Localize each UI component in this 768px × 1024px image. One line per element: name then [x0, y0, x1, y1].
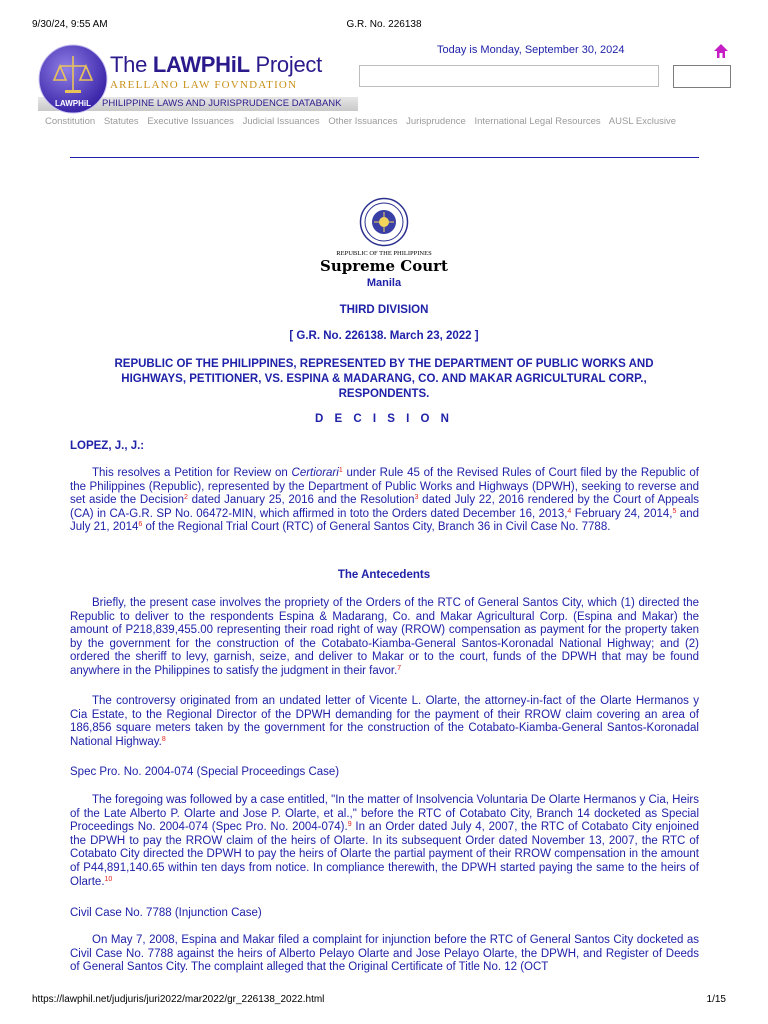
decision-label: D E C I S I O N: [315, 413, 453, 425]
p1-text-f: February 24, 2014,: [571, 507, 673, 520]
ponente: LOPEZ, J., J.:: [70, 440, 145, 452]
nav-international-legal-resources[interactable]: International Legal Resources: [474, 116, 601, 127]
p4-text-a: The foregoing was followed by a case entitled, "In the matter of Insolvencia Voluntaria De Olarte Hermanos y Cia, Heirs of the Late Alberto P. Olarte and Jose P. Olarte, et al.," before the RTC of Cotabato City, Branch 14 docketed as Special Proceedings No. 2004-074 (Spec Pro. No. 2004-074).: [70, 794, 699, 834]
print-datetime: 9/30/24, 9:55 AM: [32, 19, 108, 30]
paragraph-5: On May 7, 2008, Espina and Makar filed a complaint for injunction before the RTC of General Santos City docketed as Civil Case No. 7788 against the heirs of Alberto Pelayo Olarte and Jose Pelayo Olarte, the DPWH, and Register of Deeds of General Santos City. The complaint alleged that the Original Certificate of Title No. 12 (OCT: [70, 934, 699, 974]
republic-label: REPUBLIC OF THE PHILIPPINES: [336, 250, 432, 257]
p1-text-e: dated July 22, 2016 rendered by the Court of Appeals (CA) in CA-G.R. SP No. 06472-MIN, which affirmed in toto the Orders dated December 16, 2013,: [70, 494, 700, 520]
p1-text-c: under Rule 45 of the Revised Rules of Court filed by the Republic of the Philippines (Republic), represented by the Department of Public Works and Highways (DPWH), seeking to reverse and set aside the Decision: [70, 467, 699, 507]
nav-jurisprudence[interactable]: Jurisprudence: [406, 116, 466, 127]
search-input[interactable]: [359, 65, 659, 87]
nav-ausl-exclusive[interactable]: AUSL Exclusive: [608, 116, 677, 127]
p1-text-g: and July 21, 2014: [70, 507, 699, 534]
search-button[interactable]: [673, 65, 731, 88]
footnote-link-6[interactable]: 6: [138, 521, 143, 529]
case-parties: REPUBLIC OF THE PHILIPPINES, REPRESENTED BY THE DEPARTMENT OF PUBLIC WORKS AND HIGHWAYS, PETITIONER, VS. ESPINA & MADARANG, CO. AND MAKAR AGRICULTURAL CORP., RESPONDENTS.: [114, 358, 654, 400]
footnote-link-10[interactable]: 10: [104, 875, 113, 883]
p4-text-b: In an Order dated July 4, 2007, the RTC of Cotabato City enjoined the DPWH to pay the RROW claim of the heirs of Olarte. In its subsequent Order dated November 13, 2007, the RTC of Cotabato City directed the DPWH to pay the heirs of Olarte the partial payment of their RROW compensation in the amount of P44,891,140.65 within ten days from notice. In compliance therewith, the DPWH started paying the same to the heirs of Olarte.: [70, 821, 699, 888]
case-number: [ G.R. No. 226138. March 23, 2022 ]: [289, 330, 479, 342]
p2-text: Briefly, the present case involves the propriety of the Orders of the RTC of General Santos City, which (1) directed the Republic to deliver to the respondents Espina & Madarang, Co. and Makar Agricultural Corp. (Espina and Makar) the amount of P218,839,455.00 representing their road right of way (RROW) compensation as payment for the property taken by the government for the construction of the Cotabato-Kiamba-General Santos-Koronadal National Highway; and (2) ordered the sheriff to levy, garnish, seize, and deliver to Makar or to the court, funds of the DPWH that may be found anywhere in the Philippines to satisfy the judgment in their favor.: [70, 597, 699, 677]
site-title[interactable]: [110, 52, 322, 78]
nav-other-issuances[interactable]: Other Issuances: [328, 116, 398, 127]
paragraph-1: [70, 467, 699, 535]
supreme-court-seal-icon: [359, 197, 409, 247]
p1-certiorari: Certiorari: [291, 467, 339, 479]
footnote-link-3[interactable]: 3: [414, 494, 419, 502]
site-tagline: PHILIPPINE LAWS AND JURISPRUDENCE DATABANK: [102, 98, 342, 109]
nav-executive-issuances[interactable]: Executive Issuances: [147, 116, 234, 127]
paragraph-4: [70, 794, 699, 889]
footnote-link-5[interactable]: 5: [672, 507, 677, 515]
court-name: Supreme Court: [320, 257, 448, 275]
header-divider: [70, 157, 699, 158]
site-title-post: Project: [249, 52, 322, 77]
division: THIRD DIVISION: [339, 304, 429, 316]
p1-text-a: This resolves a Petition for Review on: [92, 467, 292, 479]
court-city: Manila: [366, 277, 402, 289]
lawphil-seal-icon[interactable]: [38, 44, 108, 114]
footnote-link-9[interactable]: 9: [347, 821, 352, 829]
print-title: G.R. No. 226138: [346, 19, 422, 30]
paragraph-2: [70, 597, 699, 679]
site-title-pre: The: [110, 52, 153, 77]
print-footer: [32, 994, 736, 1008]
nav-judicial-issuances[interactable]: Judicial Issuances: [242, 116, 320, 127]
heading-antecedents: The Antecedents: [337, 569, 431, 581]
subhead-spec-pro: Spec Pro. No. 2004-074 (Special Proceedings Case): [70, 766, 340, 778]
seal-text: LAWPHiL: [55, 99, 91, 108]
footnote-link-2[interactable]: 2: [184, 494, 188, 502]
today-date: Today is Monday, September 30, 2024: [437, 44, 625, 56]
nav-statutes[interactable]: Statutes: [103, 116, 139, 127]
footnote-link-4[interactable]: 4: [567, 507, 572, 515]
site-title-brand: LAWPHiL: [152, 52, 250, 77]
print-url: https://lawphil.net/judjuris/juri2022/mar2022/gr_226138_2022.html: [32, 994, 325, 1005]
p1-text-d: dated January 25, 2016 and the Resolution: [187, 494, 415, 507]
p1-text-h: of the Regional Trial Court (RTC) of General Santos City, Branch 36 in Civil Case No. 7788.: [142, 521, 611, 534]
footnote-link-8[interactable]: 8: [161, 735, 166, 743]
print-header: [32, 19, 736, 33]
print-page-number: 1/15: [706, 994, 726, 1005]
site-subtitle: ARELLANO LAW FOVNDATION: [110, 79, 298, 91]
top-nav: [45, 116, 682, 127]
p3-text: The controversy originated from an undated letter of Vicente L. Olarte, the attorney-in-fact of the Olarte Hermanos y Cia Estate, to the Regional Director of the DPWH demanding for the payment of their RROW claim covering an area of 186,856 square meters taken by the government for the construction of the Cotabato-Kiamba-General Santos-Koronadal National Highway.: [70, 695, 699, 748]
subhead-civil-case: Civil Case No. 7788 (Injunction Case): [70, 907, 262, 919]
home-icon[interactable]: [713, 43, 729, 59]
nav-constitution[interactable]: Constitution: [45, 116, 96, 127]
paragraph-3: [70, 695, 699, 749]
footnote-link-7[interactable]: 7: [397, 664, 402, 672]
footnote-link-1[interactable]: 1: [338, 467, 343, 474]
